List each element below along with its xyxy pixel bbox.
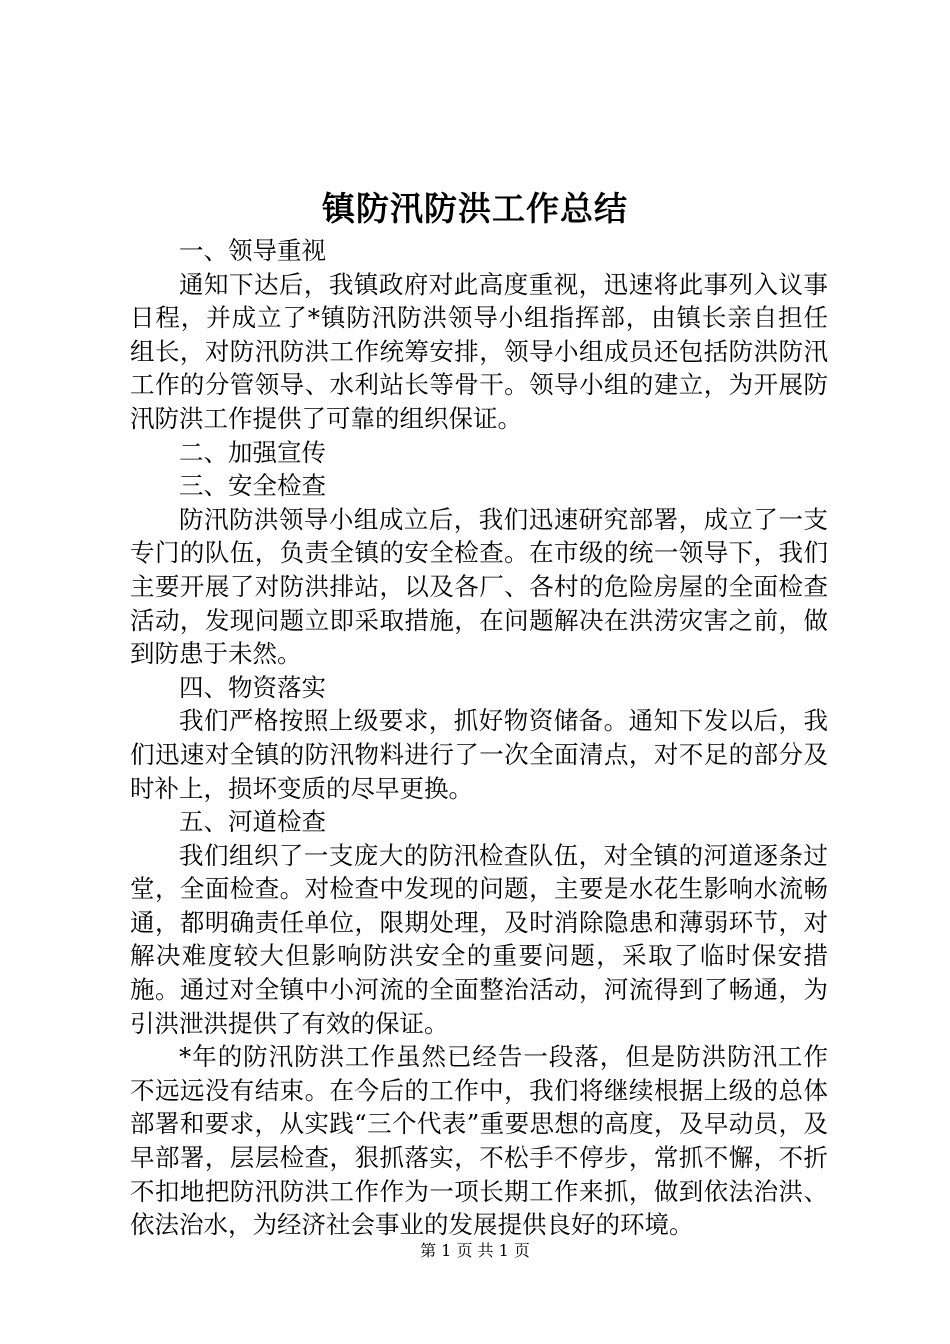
paragraph-leadership: 通知下达后，我镇政府对此高度重视，迅速将此事列入议事日程，并成立了*镇防汛防洪领导小组指挥部，由镇长亲自担任组长，对防汛防洪工作统筹安排，领导小组成员还包括防洪防汛工作的分管领导、水利站长等骨干。领导小组的建立，为开展防汛防洪工作提供了可靠的组织保证。 bbox=[130, 269, 828, 433]
paragraph-conclusion: *年的防汛防洪工作虽然已经告一段落，但是防洪防汛工作不远远没有结束。在今后的工作中，我们将继续根据上级的总体部署和要求，从实践“三个代表”重要思想的高度，及早动员，及早部署，层层检查，狠抓落实，不松手不停步，常抓不懈，不折不扣地把防汛防洪工作作为一项长期工作来抓，做到依法治洪、依法治水，为经济社会事业的发展提供良好的环境。 bbox=[130, 1042, 828, 1240]
paragraph-river-inspection: 我们组织了一支庞大的防汛检查队伍，对全镇的河道逐条过堂，全面检查。对检查中发现的问题，主要是水花生影响水流畅通，都明确责任单位，限期处理，及时消除隐患和薄弱环节，对解决难度较大但影响防洪安全的重要问题，采取了临时保安措施。通过对全镇中小河流的全面整治活动，河流得到了畅通，为引洪泄洪提供了有效的保证。 bbox=[130, 840, 828, 1038]
section-heading-materials: 四、物资落实 bbox=[179, 672, 326, 702]
page-number-footer: 第 1 页 共 1 页 bbox=[420, 1241, 530, 1260]
section-heading-safety-inspection: 三、安全检查 bbox=[179, 471, 326, 501]
paragraph-safety-inspection: 防汛防洪领导小组成立后，我们迅速研究部署，成立了一支专门的队伍，负责全镇的安全检查。在市级的统一领导下，我们主要开展了对防洪排站，以及各厂、各村的危险房屋的全面检查活动，发现问题立即采取措施，在问题解决在洪涝灾害之前，做到防患于未然。 bbox=[130, 504, 828, 669]
section-heading-publicity: 二、加强宣传 bbox=[179, 437, 326, 467]
document-title: 镇防汛防洪工作总结 bbox=[322, 189, 628, 228]
section-heading-leadership: 一、领导重视 bbox=[179, 236, 326, 265]
document-body bbox=[130, 234, 828, 1242]
section-heading-river-inspection: 五、河道检查 bbox=[179, 807, 326, 837]
paragraph-materials: 我们严格按照上级要求，抓好物资储备。通知下发以后，我们迅速对全镇的防汛物料进行了一次全面清点，对不足的部分及时补上，损坏变质的尽早更换。 bbox=[130, 706, 828, 803]
